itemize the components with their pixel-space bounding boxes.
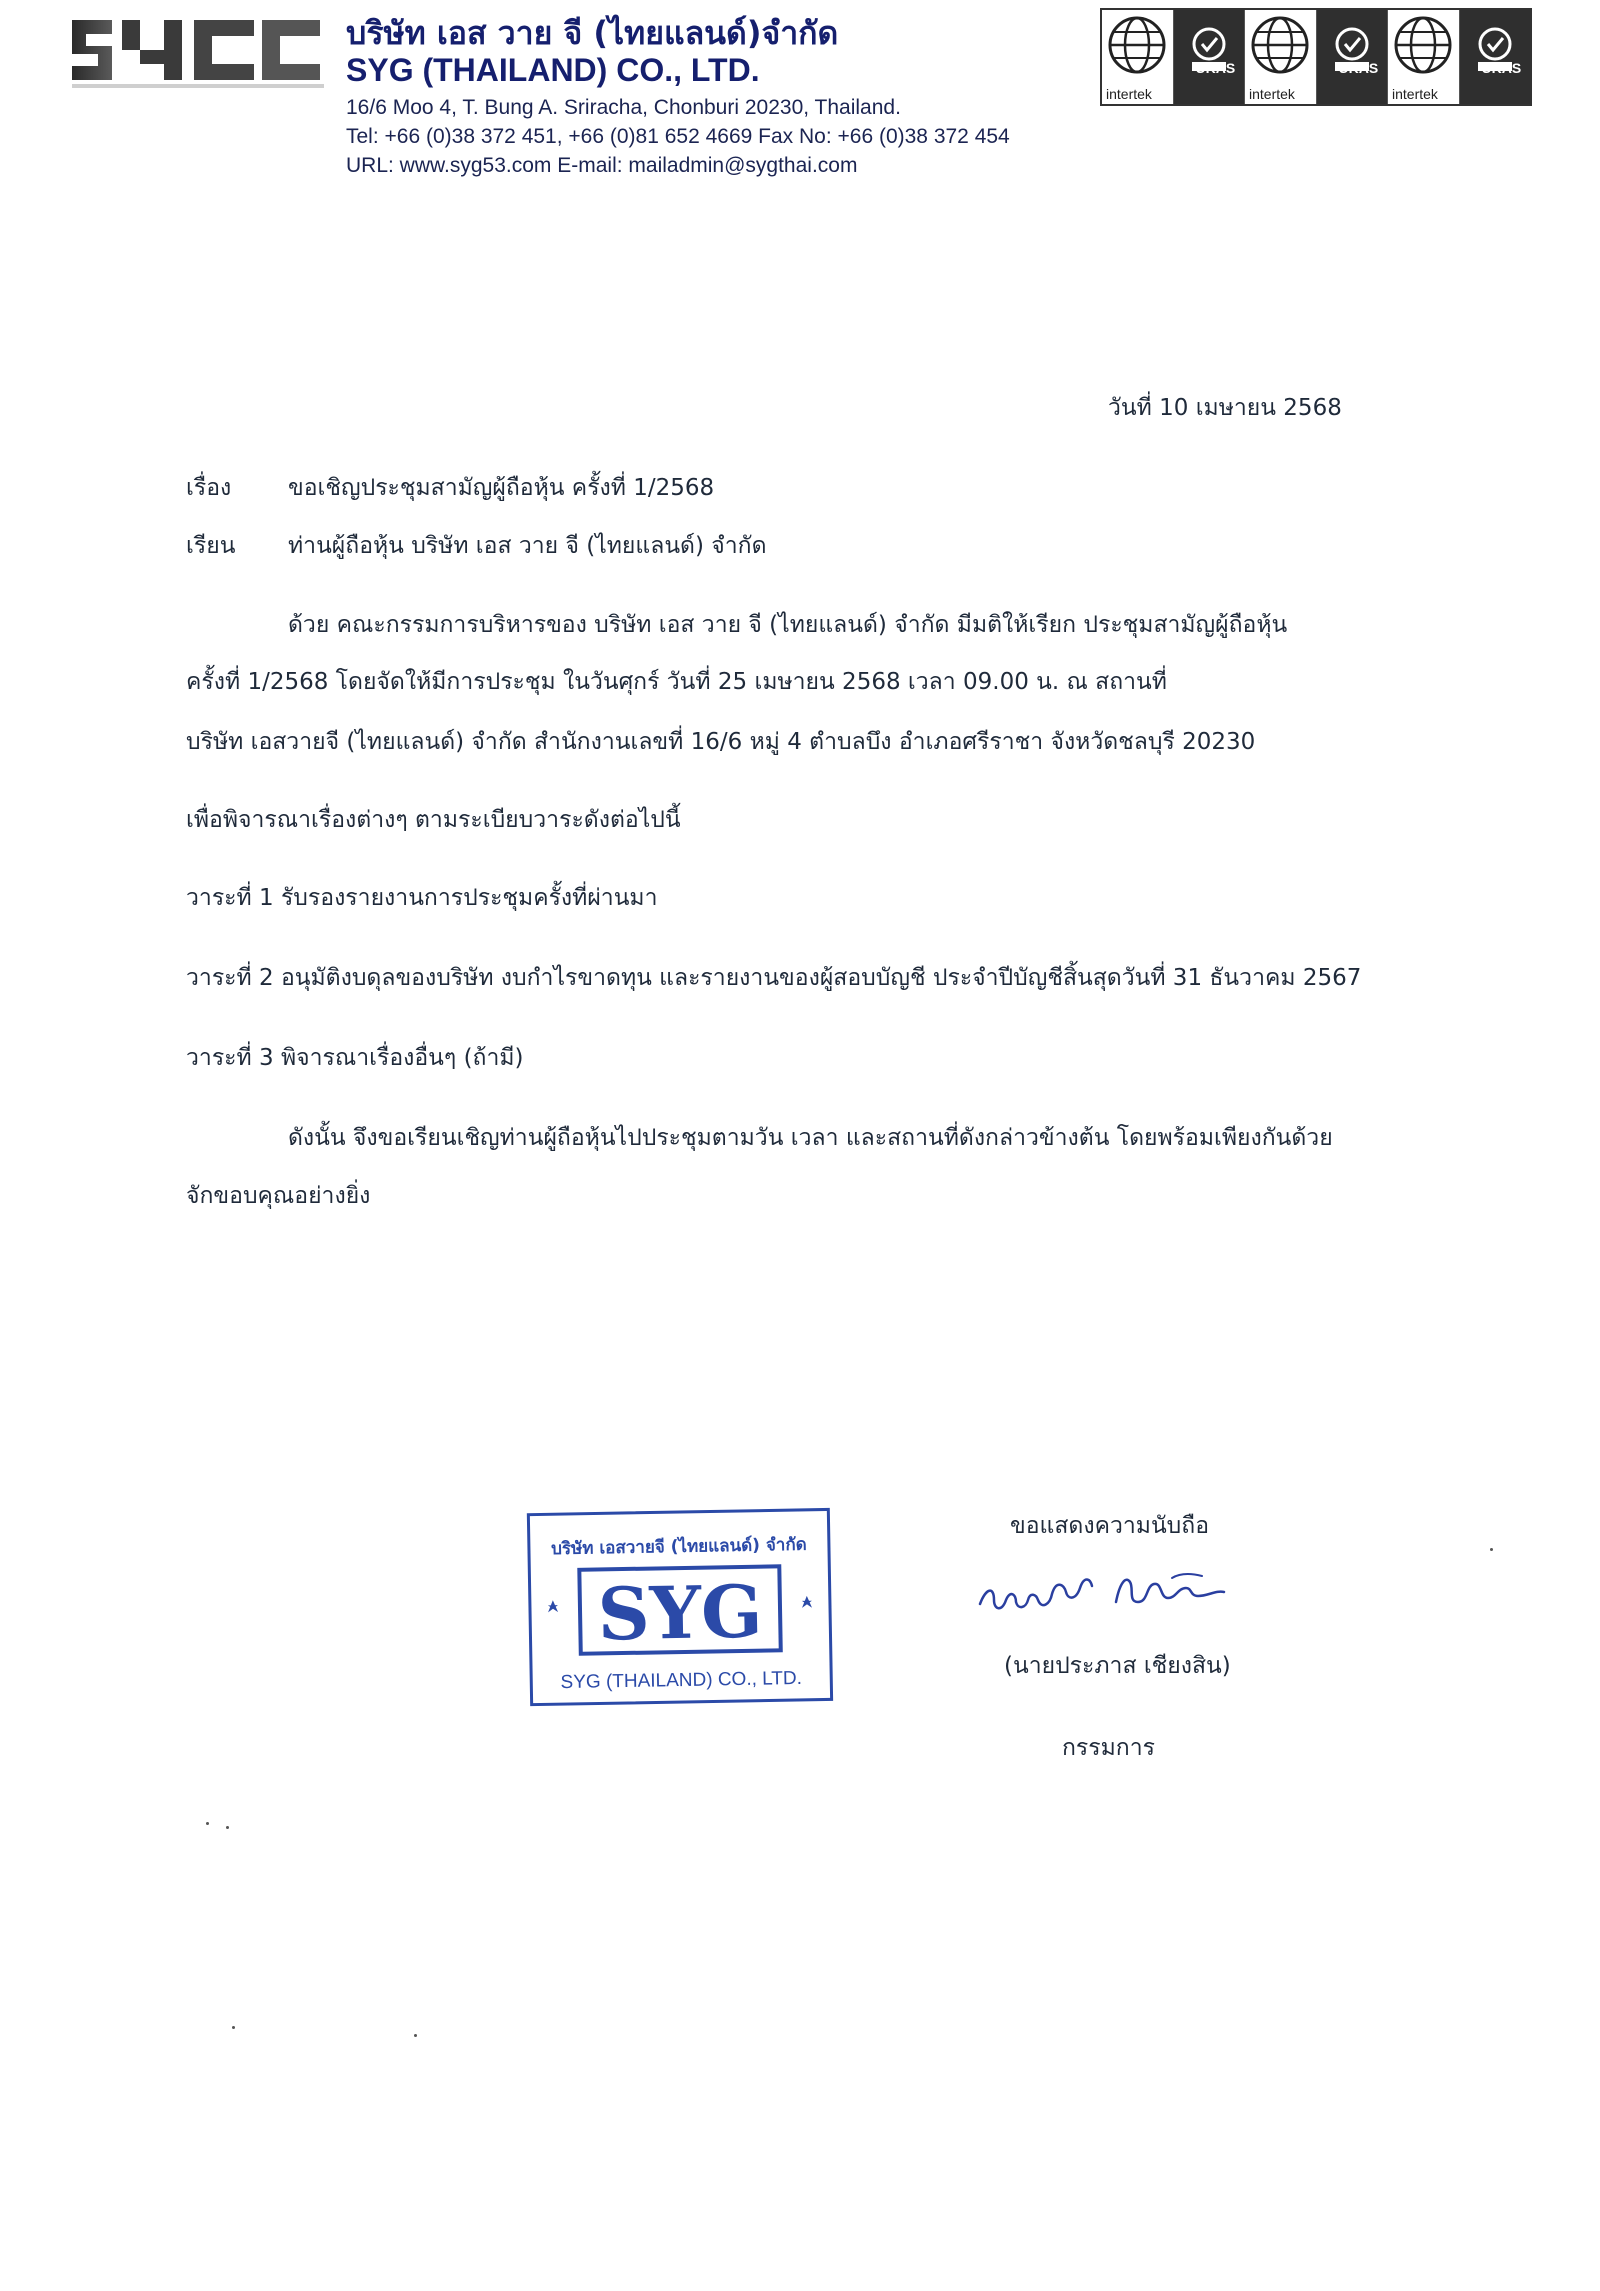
stamp-logo: SYG [596,1568,764,1657]
scan-speck [1490,1548,1493,1551]
agenda-item: วาระที่ 2 อนุมัติงบดุลของบริษัท งบกำไรขาดทุน และรายงานของผู้สอบบัญชี ประจำปีบัญชีสิ้นสุดวันที่ 31 ธันวาคม 2567 [186,965,1362,991]
cert-label: intertek [1249,86,1295,102]
certification-badges [1100,8,1532,106]
star-icon [548,1600,558,1612]
company-name-english: SYG (THAILAND) CO., LTD. [346,52,760,88]
agenda-item: วาระที่ 3 พิจารณาเรื่องอื่นๆ (ถ้ามี) [186,1045,524,1071]
recipient-text: ท่านผู้ถือหุ้น บริษัท เอส วาย จี (ไทยแลนด์) จำกัด [288,533,767,559]
scan-speck [232,2026,235,2029]
handwritten-signature [976,1556,1276,1626]
body-line: ด้วย คณะกรรมการบริหารของ บริษัท เอส วาย จี (ไทยแลนด์) จำกัด มีมติให้เรียก ประชุมสามัญผู้ถือหุ้น [288,612,1288,638]
ukas-badge [1174,10,1246,104]
company-stamp [524,1505,839,1710]
body-line: บริษัท เอสวายจี (ไทยแลนด์) จำกัด สำนักงานเลขที่ 16/6 หมู่ 4 ตำบลบึง อำเภอศรีราชา จังหวัดชลบุรี 20230 [186,729,1256,755]
company-name-thai: บริษัท เอส วาย จี (ไทยแลนด์)จำกัด [346,14,839,52]
scan-speck [226,1826,229,1829]
certification-badge [1388,10,1460,104]
subject-text: ขอเชิญประชุมสามัญผู้ถือหุ้น ครั้งที่ 1/2568 [288,475,715,501]
signer-title: กรรมการ [1062,1735,1155,1761]
certification-badge [1102,10,1174,104]
certification-badge [1245,10,1317,104]
subject-label: เรื่อง [186,475,232,501]
agenda-item: วาระที่ 1 รับรองรายงานการประชุมครั้งที่ผ่านมา [186,885,658,911]
ukas-badge [1460,10,1531,104]
letter-date: วันที่ 10 เมษายน 2568 [1108,395,1342,421]
company-web-email: URL: www.syg53.com E-mail: mailadmin@sygthai.com [346,154,858,177]
closing-line: จักขอบคุณอย่างยิ่ง [186,1183,371,1209]
closing-line: ดังนั้น จึงขอเรียนเชิญท่านผู้ถือหุ้นไปประชุมตามวัน เวลา และสถานที่ดังกล่าวข้างต้น โดยพร้อมเพียงกันด้วย [288,1125,1333,1151]
star-icon [802,1596,812,1608]
ukas-label: UKAS [1338,60,1379,76]
ukas-badge [1317,10,1389,104]
body-line: ครั้งที่ 1/2568 โดยจัดให้มีการประชุม ในวันศุกร์ วันที่ 25 เมษายน 2568 เวลา 09.00 น. ณ สถานที่ [186,669,1167,695]
company-contact: Tel: +66 (0)38 372 451, +66 (0)81 652 4669 Fax No: +66 (0)38 372 454 [346,125,1010,148]
scan-speck [206,1822,209,1825]
ukas-label: UKAS [1195,60,1236,76]
stamp-english-name: SYG (THAILAND) CO., LTD. [560,1667,803,1694]
cert-label: intertek [1392,86,1438,102]
signer-name: (นายประภาส เชียงสิน) [1004,1653,1231,1679]
globe-cert-icon [1106,14,1168,76]
stamp-thai-name: บริษัท เอสวายจี (ไทยแลนด์) จำกัด [550,1534,807,1560]
recipient-label: เรียน [186,533,236,559]
company-logo [72,8,324,90]
body-line: เพื่อพิจารณาเรื่องต่างๆ ตามระเบียบวาระดังต่อไปนี้ [186,807,681,833]
scan-speck [414,2034,417,2037]
cert-label: intertek [1106,86,1152,102]
globe-cert-icon [1392,14,1454,76]
globe-cert-icon [1249,14,1311,76]
closing-salutation: ขอแสดงความนับถือ [1010,1513,1210,1539]
company-address: 16/6 Moo 4, T. Bung A. Sriracha, Chonburi 20230, Thailand. [346,96,901,119]
ukas-label: UKAS [1481,60,1522,76]
